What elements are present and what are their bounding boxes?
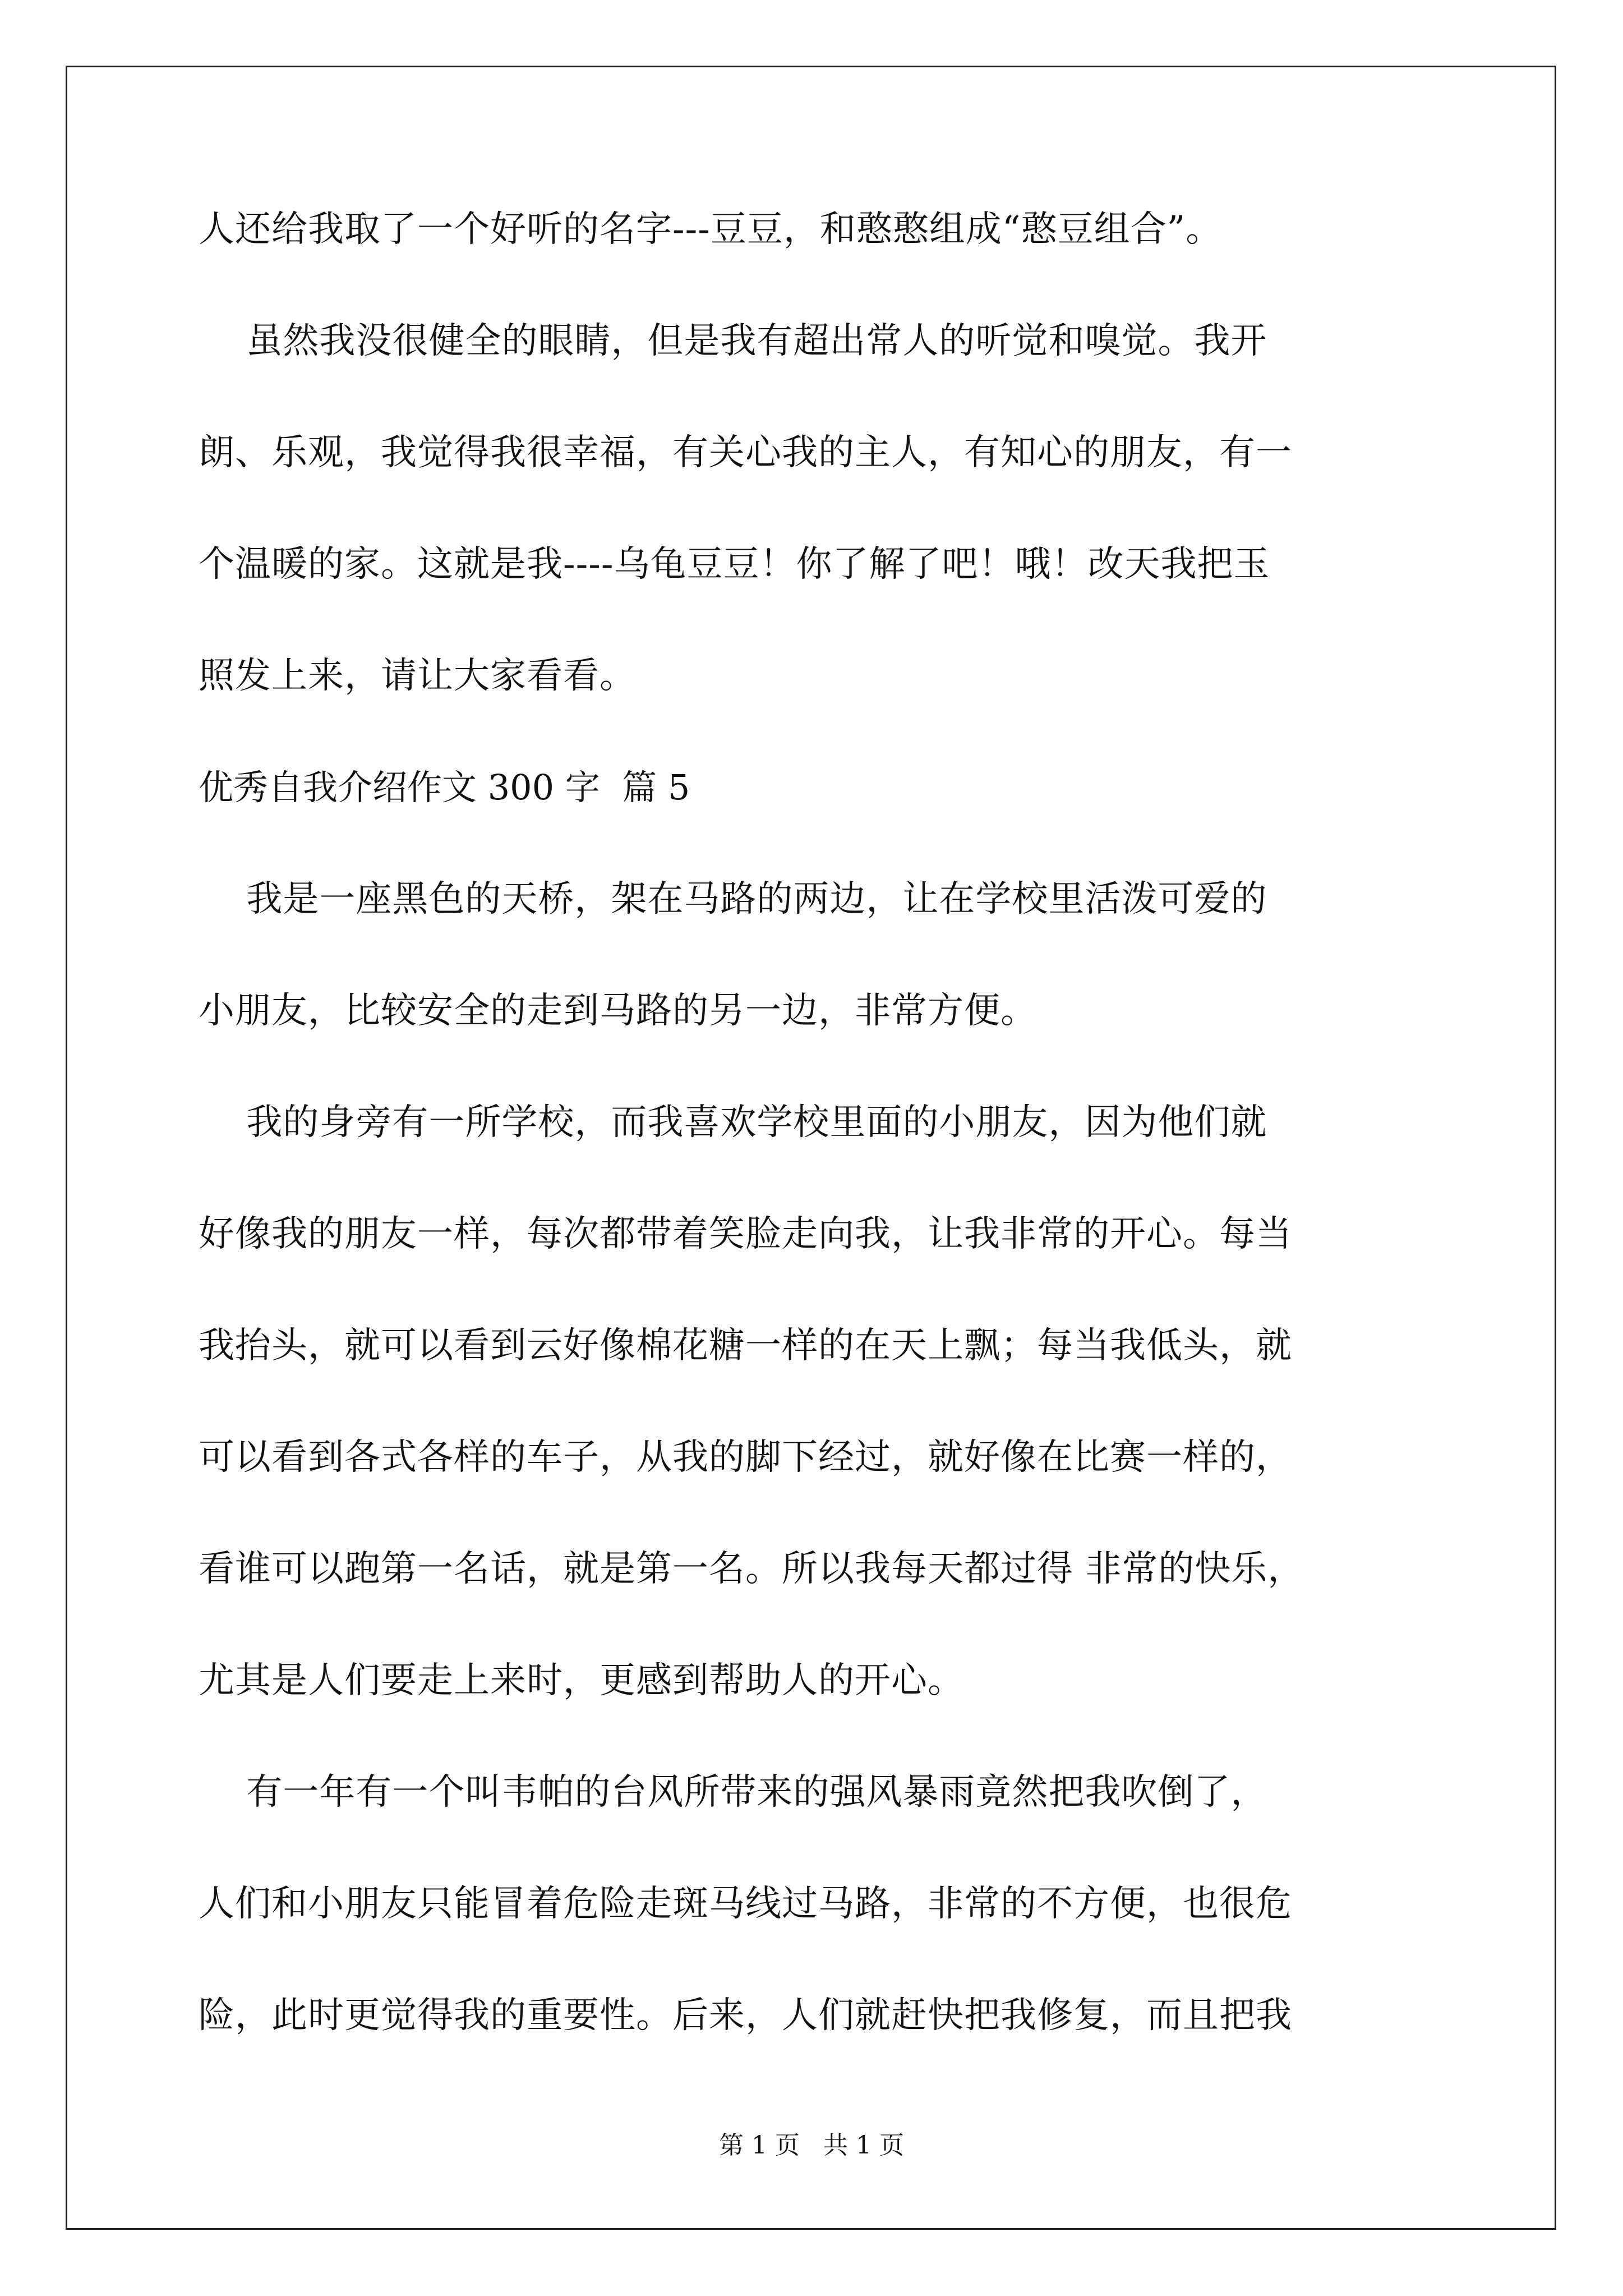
page-footer: 第 1 页 共 1 页 [719, 2131, 904, 2160]
text-line: 好像我的朋友一样，每次都带着笑脸走向我，让我非常的开心。每当 [199, 1213, 1292, 1255]
text-line: 我的身旁有一所学校，而我喜欢学校里面的小朋友，因为他们就 [199, 1102, 1267, 1143]
text-line: 尤其是人们要走上来时，更感到帮助人的开心。 [199, 1660, 964, 1701]
text-line: 人们和小朋友只能冒着危险走斑马线过马路，非常的不方便，也很危 [199, 1883, 1292, 1925]
document-body [199, 206, 1427, 2104]
text-line: 可以看到各式各样的车子，从我的脚下经过，就好像在比赛一样的， [199, 1437, 1292, 1478]
text-line: 小朋友，比较安全的走到马路的另一边，非常方便。 [199, 990, 1037, 1032]
text-line: 我抬头，就可以看到云好像棉花糖一样的在天上飘；每当我低头，就 [199, 1325, 1292, 1366]
text-line: 个温暖的家。这就是我----乌龟豆豆！你了解了吧！哦！改天我把玉 [199, 544, 1270, 585]
text-line: 有一年有一个叫韦帕的台风所带来的强风暴雨竟然把我吹倒了， [199, 1772, 1267, 1813]
text-line: 险，此时更觉得我的重要性。后来，人们就赶快把我修复，而且把我 [199, 1995, 1292, 2036]
text-line: 我是一座黑色的天桥，架在马路的两边，让在学校里活泼可爱的 [199, 878, 1267, 920]
text-line: 照发上来，请让大家看看。 [199, 655, 636, 697]
text-line: 虽然我没很健全的眼睛，但是我有超出常人的听觉和嗅觉。我开 [199, 320, 1267, 362]
section-heading: 优秀自我介绍作文 300 字 篇 5 [199, 767, 690, 808]
text-line: 看谁可以跑第一名话，就是第一名。所以我每天都过得 非常的快乐， [199, 1548, 1304, 1590]
text-line: 朗、乐观，我觉得我很幸福，有关心我的主人，有知心的朋友，有一 [199, 432, 1292, 473]
text-line: 人还给我取了一个好听的名字---豆豆，和憨憨组成“憨豆组合”。 [199, 209, 1223, 250]
